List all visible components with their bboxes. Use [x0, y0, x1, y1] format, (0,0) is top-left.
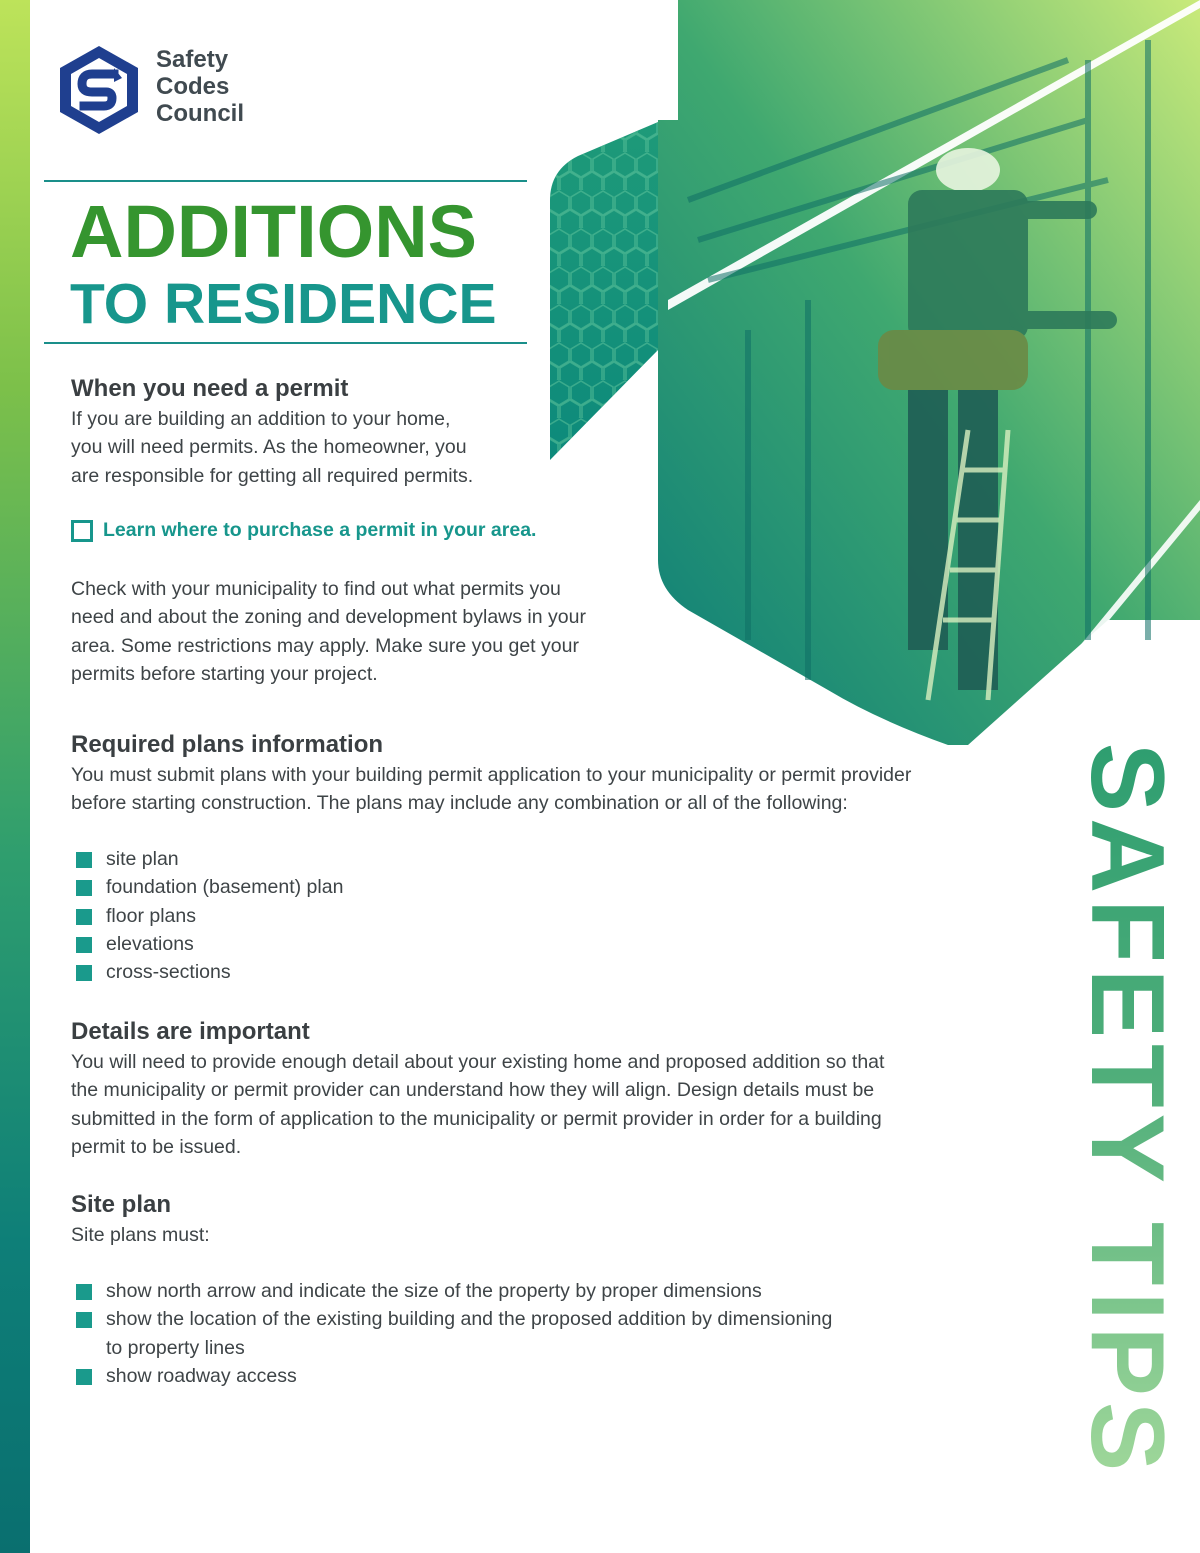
details-paragraph: [71, 1048, 1051, 1161]
site-plan-list: [76, 1277, 956, 1390]
logo-line-3: Council: [156, 100, 244, 127]
list-item: [76, 1305, 956, 1362]
check-line-2: need and about the zoning and development bylaws in your: [71, 606, 586, 629]
purchase-permit-link[interactable]: [71, 519, 536, 542]
list-item: foundation (basement) plan: [76, 873, 343, 901]
list-item-text-cont: to property lines: [106, 1336, 245, 1359]
page-title: ADDITIONS: [70, 190, 477, 273]
side-gradient-bar: [0, 0, 30, 1553]
logo-wordmark: [156, 46, 244, 127]
list-item-text: show north arrow and indicate the size of the property by proper dimensions: [106, 1280, 762, 1302]
logo-line-1: Safety: [156, 46, 229, 73]
title-block: [44, 180, 527, 344]
site-plan-intro: Site plans must:: [71, 1224, 210, 1246]
plans-paragraph: [71, 761, 1051, 818]
permit-line-2: you will need permits. As the homeowner, you: [71, 436, 467, 459]
permit-line-3: are responsible for getting all required permits.: [71, 464, 474, 487]
logo-line-2: Codes: [156, 73, 230, 100]
list-item: elevations: [76, 930, 343, 958]
details-line-3: submitted in the form of application to the municipality or permit provider in order for a building: [71, 1107, 882, 1130]
plans-line-1: You must submit plans with your building permit application to your municipality or permit provider: [71, 764, 912, 786]
heading-site-plan: Site plan: [71, 1191, 172, 1218]
list-item: [76, 1362, 956, 1390]
plans-list: [76, 845, 343, 986]
permit-paragraph: [71, 405, 541, 490]
check-line-3: area. Some restrictions may apply. Make sure you get your: [71, 634, 579, 657]
safety-tips-text: SAFETY TIPS: [1069, 742, 1185, 1478]
list-item-text: show the location of the existing building and the proposed addition by dimensioning: [106, 1308, 833, 1331]
list-item: floor plans: [76, 902, 343, 930]
logo[interactable]: [56, 44, 256, 136]
permit-line-1: If you are building an addition to your home,: [71, 408, 451, 430]
heading-permit: When you need a permit: [71, 375, 349, 402]
check-line-1: Check with your municipality to find out what permits you: [71, 578, 561, 600]
details-line-4: permit to be issued.: [71, 1135, 242, 1158]
check-line-4: permits before starting your project.: [71, 662, 378, 685]
list-item: cross-sections: [76, 958, 343, 986]
details-line-2: the municipality or permit provider can understand how they will align. Design details must be: [71, 1079, 875, 1102]
safety-tips-vertical-label: [1069, 680, 1185, 1540]
checkbox-icon[interactable]: [71, 520, 93, 542]
heading-required-plans: Required plans information: [71, 731, 384, 758]
scc-logo-icon: [56, 44, 142, 136]
list-item: [76, 1277, 956, 1305]
heading-details: Details are important: [71, 1018, 310, 1045]
page-subtitle: TO RESIDENCE: [70, 272, 497, 336]
details-line-1: You will need to provide enough detail about your existing home and proposed addition so that: [71, 1051, 885, 1073]
list-item: site plan: [76, 845, 343, 873]
purchase-permit-link-text[interactable]: Learn where to purchase a permit in your area.: [103, 519, 537, 541]
list-item-text: show roadway access: [106, 1364, 297, 1387]
plans-line-2: before starting construction. The plans may include any combination or all of the following:: [71, 792, 848, 815]
check-municipality-paragraph: [71, 575, 671, 688]
